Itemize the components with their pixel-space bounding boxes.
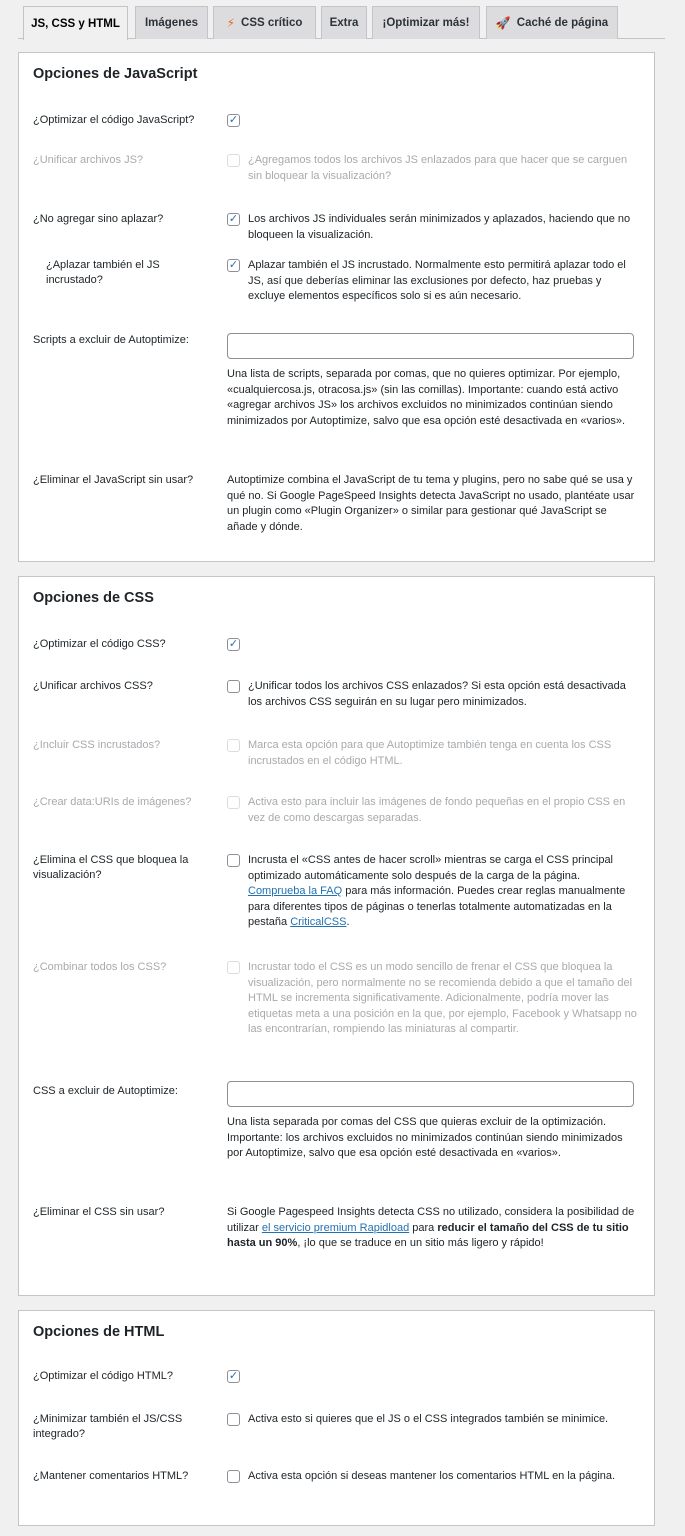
section-title: Opciones de HTML	[33, 1324, 165, 1340]
tab-extra[interactable]	[321, 6, 367, 39]
js-aggregate-checkbox[interactable]	[227, 154, 240, 167]
faq-link[interactable]: Comprueba la FAQ	[248, 885, 343, 897]
css-optimize-label: ¿Optimizar el código CSS?	[33, 638, 166, 650]
css-aggregate-desc: ¿Unificar todos los archivos CSS enlazados? Si esta opción está desactivada los archivos CSS seguirán en su lugar pero minimizados.	[248, 680, 626, 708]
css-unused-label: ¿Eliminar el CSS sin usar?	[33, 1206, 165, 1218]
js-optimize-checkbox[interactable]	[227, 114, 240, 127]
css-inline-all-checkbox[interactable]	[227, 961, 240, 974]
css-defer-text-1: Incrusta el «CSS antes de hacer scroll» mientras se carga el CSS principal optimizado automáticamente solo después de la carga de la página.	[248, 854, 614, 882]
css-optimize-checkbox[interactable]	[227, 638, 240, 651]
js-unused-desc: Autoptimize combina el JavaScript de tu tema y plugins, pero no sabe qué se usa y qué no. Si Google PageSpeed Insights detecta JavaScript no usado, plantéate usar un plugin como «Plugin Organizer» o similar para gestionar qué JavaScript se añade y dónde.	[227, 474, 635, 533]
tab-optimize-more[interactable]	[372, 6, 480, 39]
js-aggregate-label: ¿Unificar archivos JS?	[33, 154, 144, 166]
css-inline-all-desc: Incrustar todo el CSS es un modo sencillo de frenar el CSS que bloquea la visualización, pero normalmente no se recomienda debido a que el tamaño del HTML se incrementa significativamente. Adicionalmente, podría mover las etiquetas meta a una posición en la que, por ejemplo, Facebook y Whatsapp no las encontrarían, rompiendo las miniaturas al compartir.	[248, 961, 637, 1035]
css-unused-text-3: , ¡lo que se traduce en un sitio más ligero y rápido!	[297, 1237, 544, 1249]
html-optimize-checkbox[interactable]	[227, 1370, 240, 1383]
js-defer-label: ¿No agregar sino aplazar?	[33, 213, 164, 225]
css-options-panel	[18, 576, 655, 1296]
js-optimize-label: ¿Optimizar el código JavaScript?	[33, 114, 195, 126]
html-minify-inline-label: ¿Minimizar también el JS/CSS integrado?	[33, 1413, 183, 1440]
tab-page-cache[interactable]	[486, 6, 618, 39]
css-defer-text-2: para más información. Puedes crear reglas manualmente para diferentes tipos de páginas o tenerlas totalmente automatizadas en la pestaña	[248, 885, 626, 928]
js-defer-inline-label: ¿Aplazar también el JS incrustado?	[46, 259, 160, 286]
js-defer-desc: Los archivos JS individuales serán minimizados y aplazados, haciendo que no bloqueen la visualización.	[248, 213, 631, 241]
css-defer-desc	[248, 853, 637, 931]
tab-label: ¡Optimizar más!	[382, 17, 470, 29]
html-options-panel	[18, 1310, 655, 1526]
html-minify-inline-desc: Activa esto si quieres que el JS o el CSS integrados también se minimice.	[248, 1413, 609, 1425]
css-datauri-label: ¿Crear data:URIs de imágenes?	[33, 796, 192, 808]
css-exclude-help: Una lista separada por comas del CSS que quieras excluir de la optimización. Importante: los archivos excluidos no minimizados continúan siendo minimizados por Autoptimize, salvo que esa opción esté desactivada en «varios».	[227, 1116, 623, 1159]
js-exclude-label: Scripts a excluir de Autoptimize:	[33, 334, 189, 346]
section-title: Opciones de JavaScript	[33, 66, 198, 82]
css-exclude-label: CSS a excluir de Autoptimize:	[33, 1085, 178, 1097]
js-unused-label: ¿Eliminar el JavaScript sin usar?	[33, 474, 194, 486]
js-aggregate-desc: ¿Agregamos todos los archivos JS enlazados para que hacer que se carguen sin bloquear la visualización?	[248, 154, 628, 182]
bolt-icon: ⚡	[226, 16, 236, 30]
css-unused-bold: reducir el tamaño del CSS de tu sitio hasta un 90%	[227, 1221, 629, 1249]
section-title: Opciones de CSS	[33, 590, 154, 606]
css-defer-text-3: .	[346, 916, 350, 928]
tab-label: Imágenes	[144, 17, 199, 29]
js-options-panel	[18, 52, 655, 562]
js-exclude-input[interactable]	[227, 333, 634, 359]
css-datauri-checkbox[interactable]	[227, 796, 240, 809]
css-aggregate-label: ¿Unificar archivos CSS?	[33, 680, 153, 692]
html-comments-desc: Activa esta opción si deseas mantener los comentarios HTML en la página.	[248, 1470, 616, 1482]
tab-label: JS, CSS y HTML	[31, 17, 120, 30]
css-defer-label: ¿Elimina el CSS que bloquea la visualización?	[33, 854, 189, 881]
css-exclude-input[interactable]	[227, 1081, 634, 1107]
rocket-icon: 🚀	[495, 16, 511, 30]
css-datauri-desc: Activa esto para incluir las imágenes de fondo pequeñas en el propio CSS en vez de como descargas separadas.	[248, 796, 626, 824]
css-defer-checkbox[interactable]	[227, 854, 240, 867]
js-exclude-help: Una lista de scripts, separada por comas, que no quieres optimizar. Por ejemplo, «cualquiercosa.js, otracosa.js» (sin las comillas). Importante: cuando está activo «agregar archivos JS» los archivos excluidos no minimizados continúan siendo minimizados por Autoptimize, salvo que esa opción esté desactivada en «varios».	[227, 368, 626, 427]
html-comments-checkbox[interactable]	[227, 1470, 240, 1483]
criticalcss-link[interactable]: CriticalCSS	[290, 916, 347, 928]
html-minify-inline-checkbox[interactable]	[227, 1413, 240, 1426]
tab-label: CSS crítico	[241, 17, 303, 29]
css-inline-checkbox[interactable]	[227, 739, 240, 752]
tab-label: Caché de página	[516, 17, 609, 29]
rapidload-link[interactable]: el servicio premium Rapidload	[261, 1221, 410, 1234]
tab-critical-css[interactable]	[213, 6, 316, 39]
html-comments-label: ¿Mantener comentarios HTML?	[33, 1470, 189, 1482]
tab-images[interactable]	[135, 6, 208, 39]
css-unused-desc	[227, 1205, 635, 1252]
js-defer-inline-desc: Aplazar también el JS incrustado. Normalmente esto permitirá aplazar todo el JS, así que deberías eliminar las exclusiones por defecto, haz pruebas y excluye elementos específicos solo si es aún necesario.	[248, 259, 626, 302]
css-inline-desc: Marca esta opción para que Autoptimize también tenga en cuenta los CSS incrustados en el código HTML.	[248, 739, 612, 767]
tab-js-css-html[interactable]	[23, 6, 128, 40]
css-inline-label: ¿Incluir CSS incrustados?	[33, 739, 161, 751]
css-unused-text-1: Si Google Pagespeed Insights detecta CSS no utilizado, considera la posibilidad de utilizar	[227, 1206, 635, 1234]
tab-label: Extra	[329, 17, 359, 29]
js-defer-checkbox[interactable]	[227, 213, 240, 226]
js-defer-inline-checkbox[interactable]	[227, 259, 240, 272]
css-inline-all-label: ¿Combinar todos los CSS?	[33, 961, 167, 973]
settings-tabs	[0, 0, 685, 40]
css-unused-text-2: para	[409, 1221, 438, 1234]
html-optimize-label: ¿Optimizar el código HTML?	[33, 1370, 173, 1382]
css-aggregate-checkbox[interactable]	[227, 680, 240, 693]
